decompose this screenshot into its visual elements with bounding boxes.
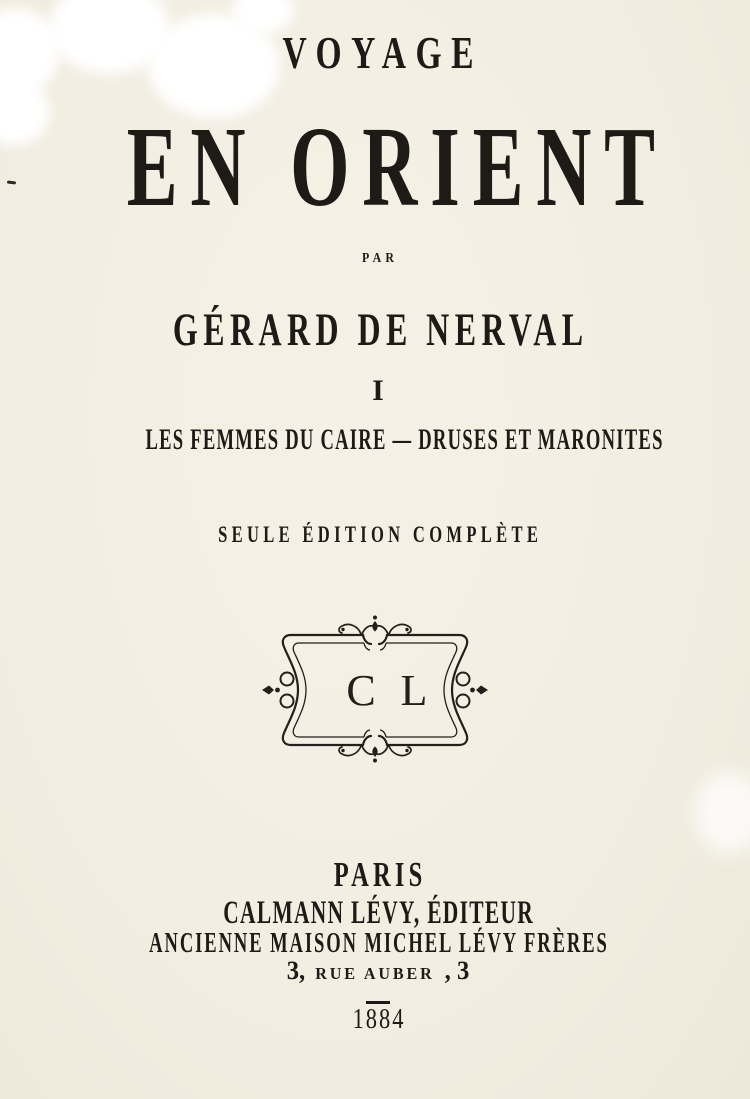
volume-numeral [3, 376, 750, 406]
author-name [123, 304, 633, 356]
imprint-former-house [138, 929, 618, 958]
edition-note-text: SEULE ÉDITION COMPLÈTE [218, 522, 543, 547]
volume-subtitle-text: LES FEMMES DU CAIRE — DRUSES ET MARONITES [145, 423, 664, 456]
imprint-year-text: 1884 [352, 1004, 406, 1035]
monogram-letter-c: C [346, 666, 376, 715]
imprint-city-text: PARIS [333, 855, 427, 894]
scan-whiteout-blob [694, 772, 750, 854]
scan-whiteout-blob [0, 78, 50, 146]
volume-numeral-text: I [372, 374, 384, 407]
imprint-publisher [134, 897, 622, 930]
monogram-letter-l: L [400, 666, 428, 715]
address-street: RUE AUBER [315, 964, 435, 983]
imprint-year [78, 1006, 678, 1034]
series-title-text: VOYAGE [282, 27, 484, 78]
address-number-left: 3, [286, 956, 306, 985]
edition-note [108, 523, 648, 546]
byline-text: PAR [361, 251, 399, 266]
main-title-text: EN ORIENT [126, 103, 668, 230]
imprint-city [116, 857, 641, 892]
main-title [126, 103, 668, 230]
imprint-publisher-text: CALMANN LÉVY, ÉDITEUR [223, 895, 535, 931]
author-name-text: GÉRARD DE NERVAL [172, 304, 589, 356]
series-title [104, 27, 652, 78]
scan-speck [7, 180, 16, 184]
imprint-former-house-text: ANCIENNE MAISON MICHEL LÉVY FRÈRES [149, 927, 609, 959]
address-number-right: , 3 [444, 956, 470, 985]
byline [59, 252, 697, 266]
volume-subtitle [145, 423, 664, 456]
publisher-monogram-icon [257, 614, 493, 764]
imprint-address [22, 958, 735, 984]
